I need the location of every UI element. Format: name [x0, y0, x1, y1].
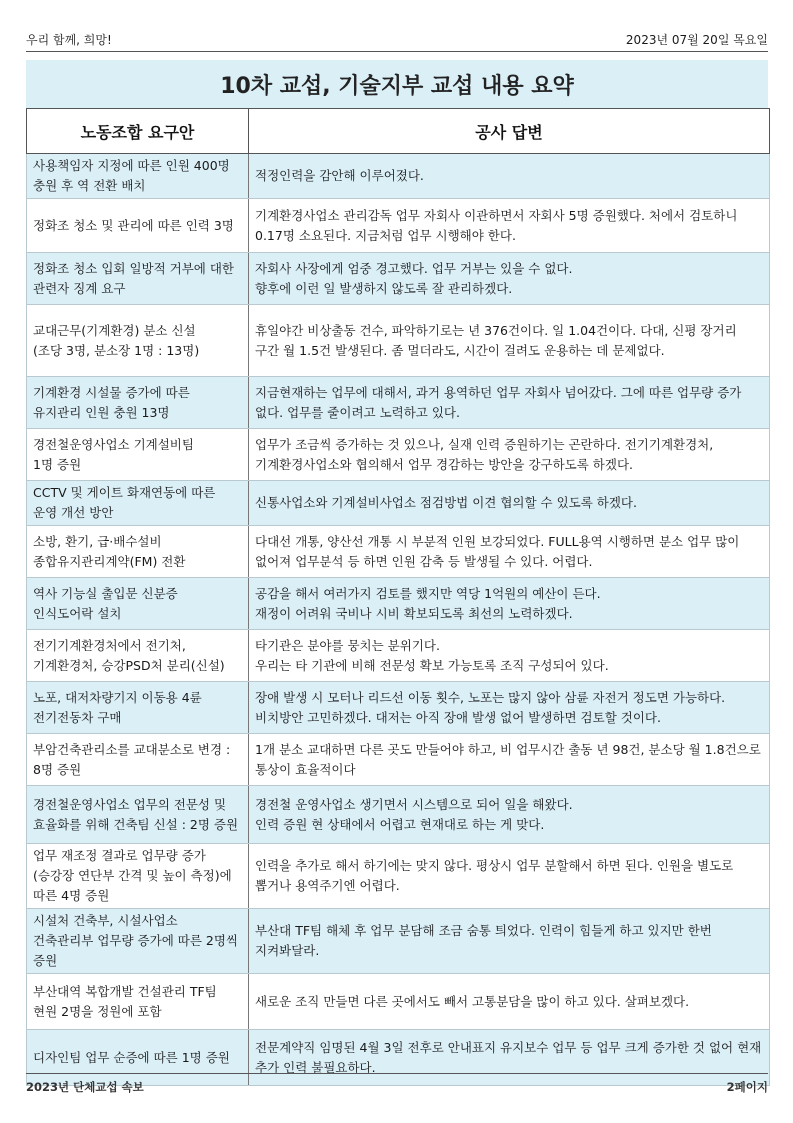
demand-cell: CCTV 및 게이트 화재연동에 따른 운영 개선 방안	[27, 481, 249, 526]
page-footer	[26, 1073, 768, 1095]
answer-cell: 전문계약직 임명된 4월 3일 전후로 안내표지 유지보수 업무 등 업무 크게 증가한 것 없어 현재 추가 인력 불필요하다.	[249, 1030, 770, 1086]
table-header-row	[27, 109, 770, 154]
summary-table	[26, 108, 770, 1086]
answer-cell: 부산대 TF팀 해체 후 업무 분담해 조금 숨통 틔었다. 인력이 힘들게 하고 있지만 한번 지켜봐달라.	[249, 909, 770, 974]
header-slogan: 우리 함께, 희망!	[26, 33, 112, 47]
demand-cell: 시설처 건축부, 시설사업소 건축관리부 업무량 증가에 따른 2명씩 증원	[27, 909, 249, 974]
demand-cell: 정화조 청소 입회 일방적 거부에 대한 관련자 징계 요구	[27, 253, 249, 305]
table-row	[27, 974, 770, 1030]
demand-cell: 기계환경 시설물 증가에 따른 유지관리 인원 충원 13명	[27, 377, 249, 429]
table-row	[27, 377, 770, 429]
table-row	[27, 844, 770, 909]
answer-cell: 인력을 추가로 해서 하기에는 맞지 않다. 평상시 업무 분할해서 하면 된다. 인원을 별도로 뽑거나 용역주기엔 어렵다.	[249, 844, 770, 909]
answer-cell: 기계환경사업소 관리감독 업무 자회사 이관하면서 자회사 5명 증원했다. 처에서 검토하니 0.17명 소요된다. 지금처럼 업무 시행해야 한다.	[249, 199, 770, 253]
answer-cell: 타기관은 분야를 뭉치는 분위기다. 우리는 타 기관에 비해 전문성 확보 가능토록 조직 구성되어 있다.	[249, 630, 770, 682]
table-row	[27, 734, 770, 786]
table-row	[27, 578, 770, 630]
answer-cell: 적정인력을 감안해 이루어졌다.	[249, 154, 770, 199]
answer-cell: 다대선 개통, 양산선 개통 시 부분적 인원 보강되었다. FULL용역 시행하면 분소 업무 많이 없어져 업무분석 등 하면 인원 감축 등 발생될 수 있다. 어렵다.	[249, 526, 770, 578]
footer-publication: 2023년 단체교섭 속보	[26, 1080, 144, 1094]
answer-cell: 휴일야간 비상출동 건수, 파악하기로는 년 376건이다. 일 1.04건이다. 다대, 신평 장거리 구간 월 1.5건 발생된다. 좀 멀더라도, 시간이 걸려도 운용하는 데 문제없다.	[249, 305, 770, 377]
demand-cell: 디자인팀 업무 순증에 따른 1명 증원	[27, 1030, 249, 1086]
table-row	[27, 786, 770, 844]
demand-cell: 소방, 환기, 급·배수설비 종합유지관리계약(FM) 전환	[27, 526, 249, 578]
table-row	[27, 630, 770, 682]
table-row	[27, 682, 770, 734]
page-title: 10차 교섭, 기술지부 교섭 내용 요약	[26, 60, 768, 108]
table-row	[27, 526, 770, 578]
table-row	[27, 253, 770, 305]
demand-cell: 부산대역 복합개발 건설관리 TF팀 현원 2명을 정원에 포함	[27, 974, 249, 1030]
table-row	[27, 199, 770, 253]
column-header-answer: 공사 답변	[249, 109, 770, 154]
demand-cell: 업무 재조정 결과로 업무량 증가(승강장 연단부 간격 및 높이 측정)에 따른 4명 증원	[27, 844, 249, 909]
answer-cell: 경전철 운영사업소 생기면서 시스템으로 되어 일을 해왔다. 인력 증원 현 상태에서 어렵고 현재대로 하는 게 맞다.	[249, 786, 770, 844]
demand-cell: 역사 기능실 출입문 신분증 인식도어락 설치	[27, 578, 249, 630]
answer-cell: 업무가 조금씩 증가하는 것 있으나, 실재 인력 증원하기는 곤란하다. 전기기계환경처, 기계환경사업소와 협의해서 업무 경감하는 방안을 강구하도록 하겠다.	[249, 429, 770, 481]
demand-cell: 노포, 대저차량기지 이동용 4륜 전기전동차 구매	[27, 682, 249, 734]
table-row	[27, 305, 770, 377]
answer-cell: 지금현재하는 업무에 대해서, 과거 용역하던 업무 자회사 넘어갔다. 그에 따른 업무량 증가 없다. 업무를 줄이려고 노력하고 있다.	[249, 377, 770, 429]
footer-page-number: 2페이지	[726, 1080, 768, 1094]
demand-cell: 교대근무(기계환경) 분소 신설 (조당 3명, 분소장 1명 : 13명)	[27, 305, 249, 377]
demand-cell: 정화조 청소 및 관리에 따른 인력 3명	[27, 199, 249, 253]
table-row	[27, 909, 770, 974]
table-row	[27, 429, 770, 481]
demand-cell: 전기기계환경처에서 전기처, 기계환경처, 승강PSD처 분리(신설)	[27, 630, 249, 682]
table-row	[27, 154, 770, 199]
demand-cell: 사용책임자 지정에 따른 인원 400명 충원 후 역 전환 배치	[27, 154, 249, 199]
demand-cell: 경전철운영사업소 업무의 전문성 및 효율화를 위해 건축팀 신설 : 2명 증원	[27, 786, 249, 844]
demand-cell: 부암건축관리소를 교대분소로 변경 : 8명 증원	[27, 734, 249, 786]
table-row	[27, 481, 770, 526]
answer-cell: 1개 분소 교대하면 다른 곳도 만들어야 하고, 비 업무시간 출동 년 98건, 분소당 월 1.8건으로 통상이 효율적이다	[249, 734, 770, 786]
answer-cell: 자회사 사장에게 엄중 경고했다. 업무 거부는 있을 수 없다. 향후에 이런 일 발생하지 않도록 잘 관리하겠다.	[249, 253, 770, 305]
answer-cell: 새로운 조직 만들면 다른 곳에서도 빼서 고통분담을 많이 하고 있다. 살펴보겠다.	[249, 974, 770, 1030]
answer-cell: 신통사업소와 기계설비사업소 점검방법 이견 협의할 수 있도록 하겠다.	[249, 481, 770, 526]
page-header	[26, 30, 768, 52]
answer-cell: 장애 발생 시 모터나 리드선 이동 횟수, 노포는 많지 않아 삼륜 자전거 정도면 가능하다. 비치방안 고민하겠다. 대저는 아직 장애 발생 없어 발생하면 검토할 것이다.	[249, 682, 770, 734]
demand-cell: 경전철운영사업소 기계설비팀 1명 증원	[27, 429, 249, 481]
header-date: 2023년 07월 20일 목요일	[625, 33, 768, 47]
table-body	[27, 154, 770, 1086]
answer-cell: 공감을 해서 여러가지 검토를 했지만 역당 1억원의 예산이 든다. 재정이 어려워 국비나 시비 확보되도록 최선의 노력하겠다.	[249, 578, 770, 630]
column-header-demand: 노동조합 요구안	[27, 109, 249, 154]
